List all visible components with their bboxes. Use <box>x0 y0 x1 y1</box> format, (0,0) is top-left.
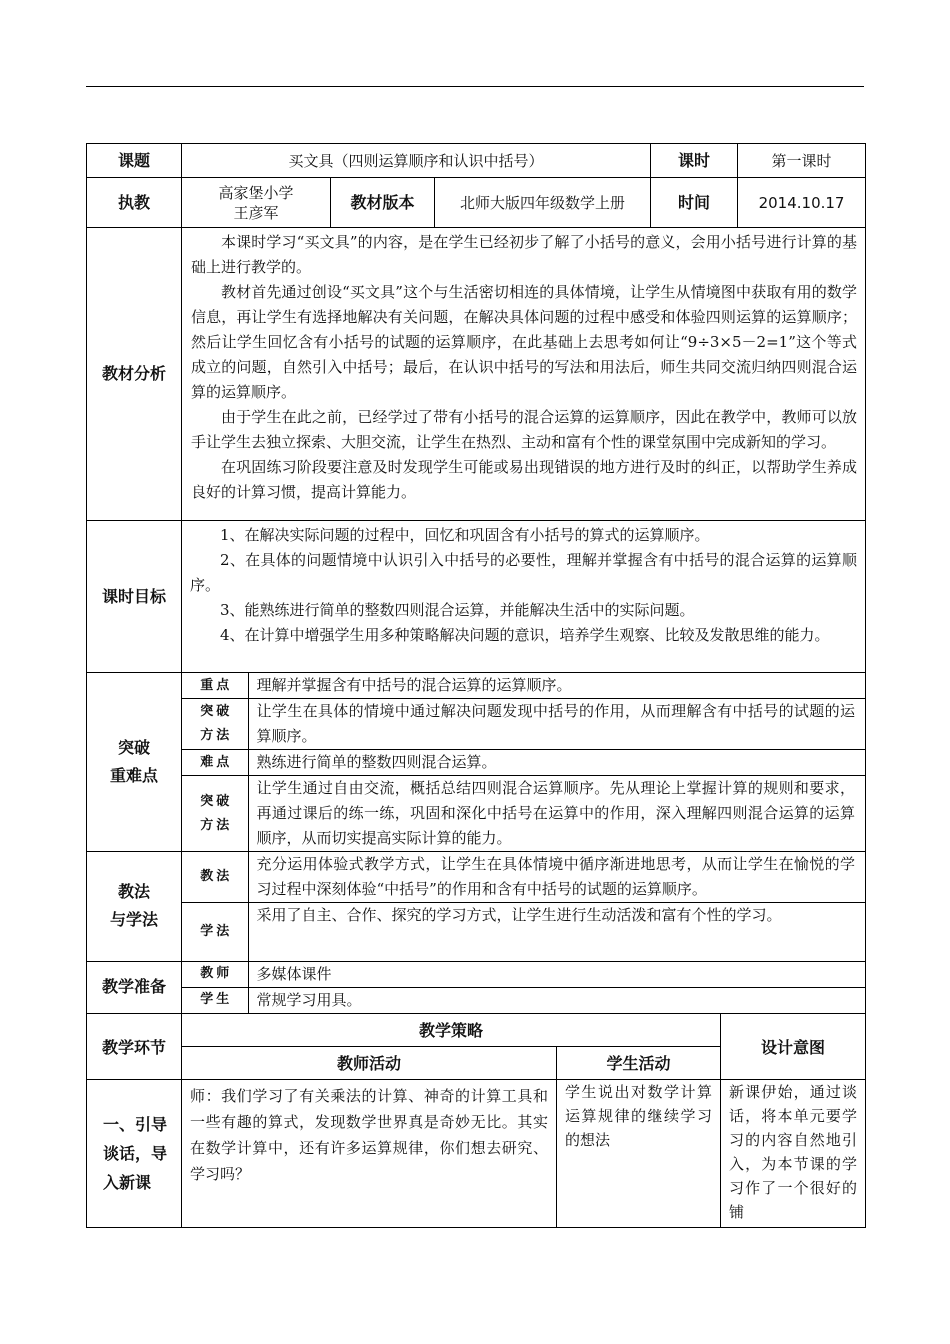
teacher-activity-header: 教师活动 <box>182 1046 557 1079</box>
diff-label: 难点 <box>182 750 248 776</box>
keypoints-table <box>182 673 865 851</box>
break-label-2: 方法 <box>200 728 233 743</box>
goal-item: 2、在具体的问题情境中认识引入中括号的必要性，理解并掌握含有中括号的混合运算的运算顺序。 <box>190 551 857 594</box>
time-label: 时间 <box>651 178 738 228</box>
teacher-label: 执教 <box>87 178 182 228</box>
diff-text: 熟练进行简单的整数四则混合运算。 <box>248 750 865 776</box>
break-label-2: 方法 <box>200 817 233 833</box>
break-label-1: 突破 <box>200 793 233 809</box>
lesson-plan-sheet <box>86 143 866 1228</box>
prep-label: 教学准备 <box>87 961 182 1013</box>
diff-method-label <box>182 776 248 852</box>
header-rule <box>86 86 864 87</box>
analysis-paragraph: 本课时学习“买文具”的内容，是在学生已经初步了解了小括号的意义，会用小括号进行计算的基础上进行教学的。 <box>191 233 857 276</box>
topic-value: 买文具（四则运算顺序和认识中括号） <box>182 144 651 178</box>
period-value: 第一课时 <box>738 144 866 178</box>
analysis-paragraph: 在巩固练习阶段要注意及时发现学生可能或易出现错误的地方进行及时的纠正，以帮助学生养成良好的计算习惯，提高计算能力。 <box>191 458 857 501</box>
goals-list <box>182 521 866 673</box>
teach-method-text: 充分运用体验式教学方式，让学生在具体情境中循序渐进地思考，从而让学生在愉悦的学习过程中深刻体验“中括号”的作用和含有中括号的试题的运算顺序。 <box>248 852 865 903</box>
school-name: 高家堡小学 <box>218 183 294 202</box>
key-method-text: 让学生在具体的情境中通过解决问题发现中括号的作用，从而理解含有中括号的试题的运算顺序。 <box>248 699 865 750</box>
prep-student-text: 常规学习用具。 <box>248 987 865 1013</box>
period-label: 课时 <box>651 144 738 178</box>
methods-label-line1: 教法 <box>117 882 150 902</box>
goal-item: 1、在解决实际问题的过程中，回忆和巩固含有小括号的算式的运算顺序。 <box>220 526 710 544</box>
stage1-teacher-text: 师：我们学习了有关乘法的计算、神奇的计算工具和一些有趣的算式，发现数学世界真是奇妙无比。其实在数学计算中，还有许多运算规律，你们想去研究、学习吗？ <box>182 1079 557 1227</box>
key-text: 理解并掌握含有中括号的混合运算的运算顺序。 <box>248 673 865 699</box>
teach-method-label: 教法 <box>182 852 248 903</box>
date-value: 2014.10.17 <box>738 178 866 228</box>
break-label-1: 突破 <box>200 704 233 719</box>
keypoints-label-line2: 重难点 <box>109 766 158 785</box>
analysis-paragraph: 教材首先通过创设“买文具”这个与生活密切相连的具体情境，让学生从情境图中获取有用的数学信息，再让学生有选择地解决有关问题，在解决具体问题的过程中感受和体验四则运算的运算顺序；然后让学生回忆含有小括号的试题的运算顺序，在此基础上去思考如何让“9÷3×5－2=1”这个等式成立的问题，自然引入中括号；最后，在认识中括号的写法和用法后，师生共同交流归纳四则混合运算的运算顺序。 <box>191 283 857 401</box>
strategy-header: 教学策略 <box>182 1013 721 1046</box>
key-label: 重点 <box>182 673 248 699</box>
methods-label <box>87 852 182 962</box>
teacher-name: 王彦军 <box>233 203 279 222</box>
methods-table <box>182 852 865 961</box>
intent-header: 设计意图 <box>721 1013 866 1079</box>
prep-cell <box>182 961 866 1013</box>
keypoints-cell <box>182 673 866 852</box>
methods-label-line2: 与学法 <box>109 910 158 930</box>
header-table <box>86 143 866 228</box>
edition-label: 教材版本 <box>331 178 435 228</box>
stage-header: 教学环节 <box>87 1013 182 1079</box>
learn-method-text: 采用了自主、合作、探究的学习方式，让学生进行生动活泼和富有个性的学习。 <box>248 903 865 961</box>
diff-method-text: 让学生通过自由交流，概括总结四则混合运算顺序。先从理论上掌握计算的规则和要求，再通过课后的练一练，巩固和深化中括号在运算中的作用，深入理解四则混合运算的运算顺序，从而切实提高实际计算的能力。 <box>248 776 865 852</box>
analysis-label: 教材分析 <box>87 228 182 521</box>
keypoints-label-line1: 突破 <box>117 738 150 757</box>
prep-student-label: 学生 <box>182 987 248 1013</box>
prep-teacher-label: 教师 <box>182 962 248 988</box>
topic-label: 课题 <box>87 144 182 178</box>
learn-method-label: 学法 <box>182 903 248 961</box>
keypoints-label <box>87 673 182 852</box>
methods-cell <box>182 852 866 962</box>
analysis-paragraph: 由于学生在此之前，已经学过了带有小括号的混合运算的运算顺序，因此在教学中，教师可以放手让学生去独立探索、大胆交流，让学生在热烈、主动和富有个性的课堂氛围中完成新知的学习。 <box>191 408 857 451</box>
goal-item: 4、在计算中增强学生用多种策略解决问题的意识，培养学生观察、比较及发散思维的能力。 <box>220 626 830 644</box>
key-method-label <box>182 699 248 750</box>
stage1-label: 一、引导谈话，导入新课 <box>87 1079 182 1227</box>
teacher-value <box>182 178 331 228</box>
stage1-student-text: 学生说出对数学计算运算规律的继续学习的想法 <box>557 1079 721 1227</box>
prep-teacher-text: 多媒体课件 <box>248 962 865 988</box>
goals-label: 课时目标 <box>87 521 182 673</box>
prep-table <box>182 962 865 1013</box>
goal-item: 3、能熟练进行简单的整数四则混合运算，并能解决生活中的实际问题。 <box>220 601 695 619</box>
analysis-text <box>182 228 866 521</box>
process-table <box>86 1013 866 1228</box>
student-activity-header: 学生活动 <box>557 1046 721 1079</box>
stage1-intent-text: 新课伊始，通过谈话，将本单元要学习的内容自然地引入，为本节课的学习作了一个很好的铺 <box>721 1079 866 1227</box>
body-table <box>86 227 866 1014</box>
edition-value: 北师大版四年级数学上册 <box>435 178 651 228</box>
